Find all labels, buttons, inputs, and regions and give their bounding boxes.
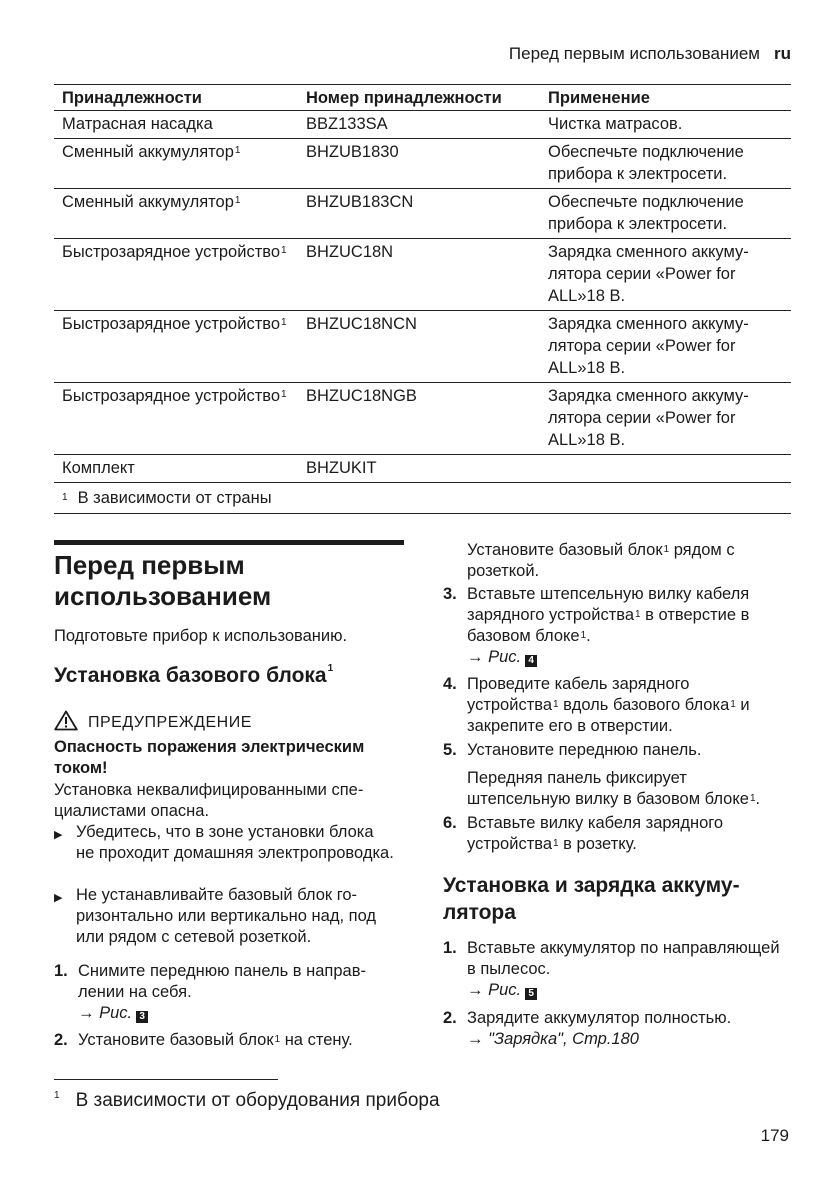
accessory-use: Зарядка сменного аккумулятора серии «Power for ALL»18 В. [540, 383, 791, 455]
accessory-use [540, 455, 791, 483]
col-header: Принадлежности [54, 85, 298, 111]
section-title: Перед первым использованием [54, 550, 272, 611]
battery-step-2: 2. Зарядите аккумулятор полностью. → "Зарядка", Стр.180 [443, 1009, 732, 1048]
accessory-number: BHZUKIT [298, 455, 540, 483]
section-rule [54, 540, 404, 545]
subheading-base-install: Установка базового блока$^1$ [54, 663, 334, 687]
list-item: ▶ Убедитесь, что в зоне установки блока не проходит домашняя электропроводка. [54, 823, 394, 862]
accessory-use: Обеспечьте подключение прибора к электросети. [540, 139, 791, 189]
figure-badge-icon: 5 [525, 988, 537, 1000]
accessory-use: Обеспечьте подключение прибора к электросети. [540, 189, 791, 239]
intro-text: Подготовьте прибор к использованию. [54, 627, 348, 645]
accessory-number: BHZUB183CN [298, 189, 540, 239]
col-header: Применение [540, 85, 791, 111]
step-5: 5. Установите переднюю панель. [443, 741, 702, 759]
accessory-number: BHZUB1830 [298, 139, 540, 189]
bullet-marker: ▶ [54, 892, 63, 904]
table-footnote-row [54, 483, 791, 514]
table-row [54, 239, 791, 311]
page-footnote: $^1$ В зависимости от оборудования прибора [54, 1090, 440, 1111]
accessory-number: BHZUC18N [298, 239, 540, 311]
accessory-name: Сменный аккумулятор$^1$ [54, 139, 298, 189]
page-reference-link[interactable]: → "Зарядка", Стр.180 [467, 1030, 639, 1048]
accessory-use: Зарядка сменного аккумулятора серии «Power for ALL»18 В. [540, 311, 791, 383]
table-row [54, 139, 791, 189]
battery-step-1: 1. Вставьте аккумулятор по направляющей в пылесос. → Рис. 5 [443, 939, 780, 999]
step-1: 1. Снимите переднюю панель в направлении на себя. → Рис. 3 [54, 962, 366, 1022]
table-row [54, 311, 791, 383]
warning-row [54, 710, 252, 736]
step-3: 3. Вставьте штепсельную вилку кабеля зарядного устройства$^1$ в отверстие в базовом блоке$^1$. → Рис. 4 [443, 585, 750, 666]
accessory-number: BHZUC18NCN [298, 311, 540, 383]
figure-badge-icon: 3 [136, 1011, 148, 1023]
subheading-battery: Установка и зарядка аккумулятора [443, 874, 740, 924]
step-6: 6. Вставьте вилку кабеля зарядного устройства$^1$ в розетку. [443, 814, 724, 853]
page-number: 179 [760, 1126, 789, 1145]
step-2-continued: Установите базовый блок$^1$ рядом с розеткой. [467, 541, 735, 580]
footnote-rule [54, 1079, 278, 1080]
warning-label: ПРЕДУПРЕЖДЕНИЕ [88, 714, 252, 731]
header-section: Перед первым использованием [508, 44, 760, 63]
table-footnote: $^1$ В зависимости от страны [54, 483, 791, 514]
step-5-note: Передняя панель фиксирует штепсельную вилку в базовом блоке$^1$. [467, 769, 761, 808]
accessory-number: BHZUC18NGB [298, 383, 540, 455]
accessories-table [54, 84, 791, 514]
step-4: 4. Проведите кабель зарядного устройства$^1$ вдоль базового блока$^1$ и закрепите его в отверстии. [443, 675, 750, 735]
accessory-use: Чистка матрасов. [540, 111, 791, 139]
figure-reference[interactable]: → Рис. 5 [467, 981, 537, 999]
warning-triangle-icon [54, 710, 78, 736]
figure-reference[interactable]: → Рис. 4 [467, 648, 537, 666]
header-lang: ru [774, 44, 791, 63]
table-row [54, 189, 791, 239]
table-row [54, 455, 791, 483]
step-2: 2. Установите базовый блок$^1$ на стену. [54, 1031, 353, 1049]
figure-badge-icon: 4 [525, 655, 537, 667]
table-row [54, 383, 791, 455]
col-header: Номер принадлежности [298, 85, 540, 111]
accessory-use: Зарядка сменного аккумулятора серии «Power for ALL»18 В. [540, 239, 791, 311]
accessory-number: BBZ133SA [298, 111, 540, 139]
accessory-name: Быстрозарядное устройство$^1$ [54, 383, 298, 455]
accessory-name: Матрасная насадка [54, 111, 298, 139]
bullet-marker: ▶ [54, 829, 63, 841]
list-item: ▶ Не устанавливайте базовый блок горизонтально или вертикально над, под или рядом с сетевой розеткой. [54, 886, 377, 946]
running-header [509, 44, 791, 64]
accessory-name: Быстрозарядное устройство$^1$ [54, 239, 298, 311]
accessory-name: Сменный аккумулятор$^1$ [54, 189, 298, 239]
danger-body: Установка неквалифицированными специалистами опасна. [54, 781, 364, 820]
danger-title: Опасность поражения электрическим током! [54, 738, 365, 777]
table-header-row [54, 85, 791, 111]
accessory-name: Комплект [54, 455, 298, 483]
figure-reference[interactable]: → Рис. 3 [78, 1004, 148, 1022]
accessory-name: Быстрозарядное устройство$^1$ [54, 311, 298, 383]
table-row [54, 111, 791, 139]
